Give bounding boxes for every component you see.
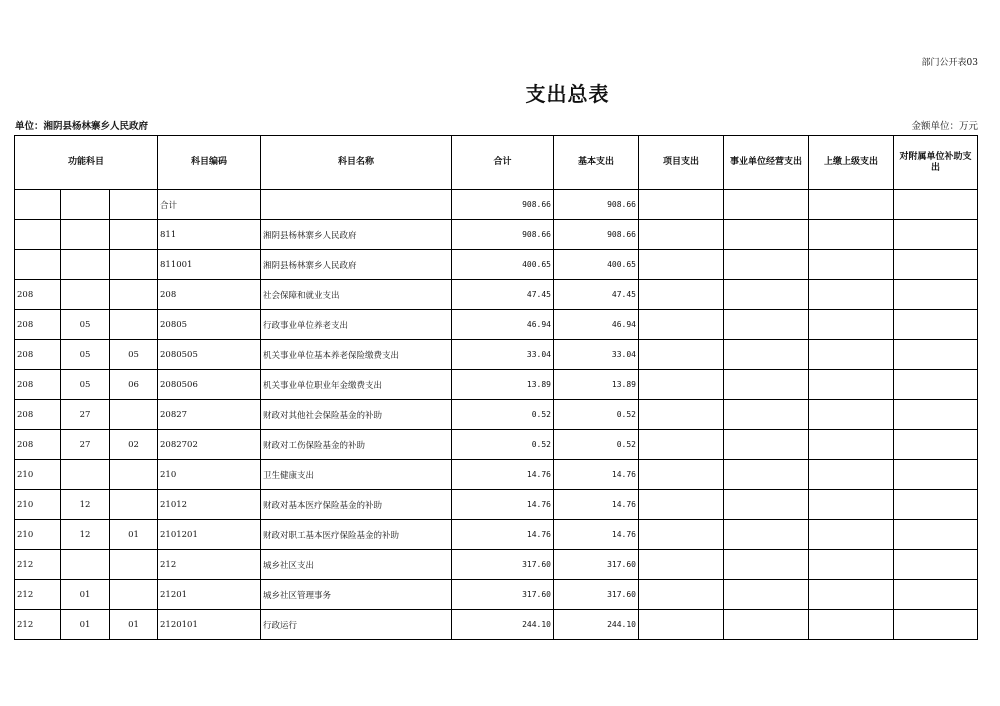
function-class-cell [15,220,61,250]
function-section-cell: 12 [61,520,110,550]
function-class-cell: 208 [15,310,61,340]
basic-expenditure-cell: 14.76 [554,460,639,490]
function-section-cell: 05 [61,370,110,400]
project-expenditure-cell [639,340,724,370]
function-item-cell [110,190,158,220]
remit-upper-cell [809,610,894,640]
table-row [15,250,978,280]
subsidy-affiliate-cell [894,610,978,640]
subject-name-cell: 行政运行 [261,610,452,640]
function-section-cell: 27 [61,430,110,460]
subject-code-cell: 2082702 [158,430,261,460]
basic-expenditure-cell: 33.04 [554,340,639,370]
col-header-business-expenditure: 事业单位经营支出 [724,136,809,190]
remit-upper-cell [809,370,894,400]
subject-name-cell: 城乡社区支出 [261,550,452,580]
function-item-cell [110,250,158,280]
total-cell: 14.76 [452,490,554,520]
project-expenditure-cell [639,400,724,430]
function-item-cell [110,550,158,580]
table-header-row [15,136,978,190]
basic-expenditure-cell: 0.52 [554,430,639,460]
total-cell: 14.76 [452,460,554,490]
subject-code-cell: 20827 [158,400,261,430]
function-section-cell: 05 [61,310,110,340]
basic-expenditure-cell: 47.45 [554,280,639,310]
remit-upper-cell [809,550,894,580]
total-cell: 33.04 [452,340,554,370]
table-row [15,400,978,430]
col-header-total: 合计 [452,136,554,190]
function-section-cell [61,250,110,280]
table-row [15,340,978,370]
subject-name-cell: 卫生健康支出 [261,460,452,490]
function-section-cell [61,280,110,310]
subject-code-cell: 811001 [158,250,261,280]
function-item-cell [110,220,158,250]
table-row [15,370,978,400]
business-expenditure-cell [724,280,809,310]
business-expenditure-cell [724,190,809,220]
project-expenditure-cell [639,490,724,520]
business-expenditure-cell [724,310,809,340]
function-item-cell: 01 [110,610,158,640]
subject-name-cell: 城乡社区管理事务 [261,580,452,610]
col-header-subsidy-affiliate: 对附属单位补助支出 [894,136,978,190]
function-class-cell: 208 [15,340,61,370]
subject-code-cell: 2080505 [158,340,261,370]
subsidy-affiliate-cell [894,340,978,370]
subsidy-affiliate-cell [894,580,978,610]
project-expenditure-cell [639,430,724,460]
function-class-cell: 212 [15,610,61,640]
subject-name-cell: 行政事业单位养老支出 [261,310,452,340]
subsidy-affiliate-cell [894,550,978,580]
function-section-cell: 01 [61,610,110,640]
subject-code-cell: 208 [158,280,261,310]
basic-expenditure-cell: 317.60 [554,550,639,580]
remit-upper-cell [809,430,894,460]
subsidy-affiliate-cell [894,400,978,430]
table-row [15,460,978,490]
business-expenditure-cell [724,580,809,610]
table-row [15,310,978,340]
function-section-cell [61,460,110,490]
project-expenditure-cell [639,250,724,280]
function-class-cell [15,250,61,280]
basic-expenditure-cell: 14.76 [554,490,639,520]
basic-expenditure-cell: 46.94 [554,310,639,340]
subsidy-affiliate-cell [894,430,978,460]
subject-code-cell: 21012 [158,490,261,520]
function-class-cell: 208 [15,430,61,460]
business-expenditure-cell [724,550,809,580]
expenditure-table [14,135,978,640]
remit-upper-cell [809,520,894,550]
function-item-cell [110,580,158,610]
function-section-cell: 01 [61,580,110,610]
subject-name-cell: 湘阴县杨林寨乡人民政府 [261,220,452,250]
subject-name-cell: 社会保障和就业支出 [261,280,452,310]
total-cell: 908.66 [452,190,554,220]
function-item-cell [110,400,158,430]
subject-code-cell: 2101201 [158,520,261,550]
subject-code-cell: 21201 [158,580,261,610]
function-class-cell: 210 [15,490,61,520]
amount-unit-label: 金额单位：万元 [911,121,978,132]
table-row [15,190,978,220]
function-item-cell [110,310,158,340]
function-item-cell [110,280,158,310]
remit-upper-cell [809,340,894,370]
remit-upper-cell [809,400,894,430]
subject-name-cell: 财政对职工基本医疗保险基金的补助 [261,520,452,550]
project-expenditure-cell [639,190,724,220]
subject-name-cell [261,190,452,220]
basic-expenditure-cell: 908.66 [554,190,639,220]
col-header-basic-expenditure: 基本支出 [554,136,639,190]
subject-name-cell: 湘阴县杨林寨乡人民政府 [261,250,452,280]
total-cell: 908.66 [452,220,554,250]
subsidy-affiliate-cell [894,280,978,310]
business-expenditure-cell [724,430,809,460]
table-row [15,610,978,640]
basic-expenditure-cell: 13.89 [554,370,639,400]
function-class-cell: 208 [15,400,61,430]
project-expenditure-cell [639,520,724,550]
table-row [15,520,978,550]
function-item-cell [110,490,158,520]
business-expenditure-cell [724,340,809,370]
col-header-remit-upper: 上缴上级支出 [809,136,894,190]
page-title: 支出总表 [525,82,610,106]
total-cell: 317.60 [452,550,554,580]
subsidy-affiliate-cell [894,490,978,520]
subject-code-cell: 210 [158,460,261,490]
col-header-project-expenditure: 项目支出 [639,136,724,190]
total-cell: 0.52 [452,430,554,460]
col-header-subject-name: 科目名称 [261,136,452,190]
subsidy-affiliate-cell [894,190,978,220]
total-cell: 317.60 [452,580,554,610]
subject-code-cell: 2080506 [158,370,261,400]
subsidy-affiliate-cell [894,520,978,550]
remit-upper-cell [809,580,894,610]
function-section-cell [61,190,110,220]
project-expenditure-cell [639,220,724,250]
subject-name-cell: 财政对工伤保险基金的补助 [261,430,452,460]
remit-upper-cell [809,310,894,340]
project-expenditure-cell [639,580,724,610]
table-row [15,550,978,580]
project-expenditure-cell [639,310,724,340]
page-reference: 部门公开表03 [921,58,978,68]
subsidy-affiliate-cell [894,460,978,490]
function-section-cell: 12 [61,490,110,520]
basic-expenditure-cell: 400.65 [554,250,639,280]
table-row [15,430,978,460]
project-expenditure-cell [639,460,724,490]
basic-expenditure-cell: 0.52 [554,400,639,430]
subject-name-cell: 财政对其他社会保险基金的补助 [261,400,452,430]
total-cell: 47.45 [452,280,554,310]
subsidy-affiliate-cell [894,310,978,340]
subsidy-affiliate-cell [894,250,978,280]
remit-upper-cell [809,190,894,220]
subject-code-cell: 20805 [158,310,261,340]
function-class-cell: 210 [15,520,61,550]
basic-expenditure-cell: 14.76 [554,520,639,550]
subject-name-cell: 机关事业单位职业年金缴费支出 [261,370,452,400]
business-expenditure-cell [724,520,809,550]
business-expenditure-cell [724,400,809,430]
basic-expenditure-cell: 908.66 [554,220,639,250]
remit-upper-cell [809,220,894,250]
subject-code-cell: 合计 [158,190,261,220]
total-cell: 46.94 [452,310,554,340]
project-expenditure-cell [639,550,724,580]
total-cell: 13.89 [452,370,554,400]
business-expenditure-cell [724,610,809,640]
remit-upper-cell [809,280,894,310]
remit-upper-cell [809,490,894,520]
subject-name-cell: 财政对基本医疗保险基金的补助 [261,490,452,520]
basic-expenditure-cell: 244.10 [554,610,639,640]
total-cell: 400.65 [452,250,554,280]
function-section-cell [61,550,110,580]
function-item-cell: 05 [110,340,158,370]
function-class-cell: 210 [15,460,61,490]
function-item-cell: 02 [110,430,158,460]
subject-code-cell: 811 [158,220,261,250]
total-cell: 14.76 [452,520,554,550]
remit-upper-cell [809,250,894,280]
total-cell: 0.52 [452,400,554,430]
business-expenditure-cell [724,460,809,490]
function-item-cell: 01 [110,520,158,550]
function-class-cell [15,190,61,220]
col-header-function-subject: 功能科目 [15,136,158,190]
table-row [15,280,978,310]
function-class-cell: 208 [15,280,61,310]
function-item-cell: 06 [110,370,158,400]
function-section-cell: 05 [61,340,110,370]
project-expenditure-cell [639,370,724,400]
remit-upper-cell [809,460,894,490]
table-row [15,490,978,520]
subject-code-cell: 2120101 [158,610,261,640]
project-expenditure-cell [639,280,724,310]
function-class-cell: 212 [15,580,61,610]
business-expenditure-cell [724,370,809,400]
unit-label: 单位：湘阴县杨林寨乡人民政府 [15,121,149,132]
business-expenditure-cell [724,220,809,250]
function-section-cell: 27 [61,400,110,430]
col-header-subject-code: 科目编码 [158,136,261,190]
project-expenditure-cell [639,610,724,640]
subsidy-affiliate-cell [894,220,978,250]
subject-name-cell: 机关事业单位基本养老保险缴费支出 [261,340,452,370]
business-expenditure-cell [724,250,809,280]
subsidy-affiliate-cell [894,370,978,400]
table-row [15,580,978,610]
subject-code-cell: 212 [158,550,261,580]
table-row [15,220,978,250]
function-section-cell [61,220,110,250]
basic-expenditure-cell: 317.60 [554,580,639,610]
function-class-cell: 208 [15,370,61,400]
function-class-cell: 212 [15,550,61,580]
business-expenditure-cell [724,490,809,520]
total-cell: 244.10 [452,610,554,640]
function-item-cell [110,460,158,490]
